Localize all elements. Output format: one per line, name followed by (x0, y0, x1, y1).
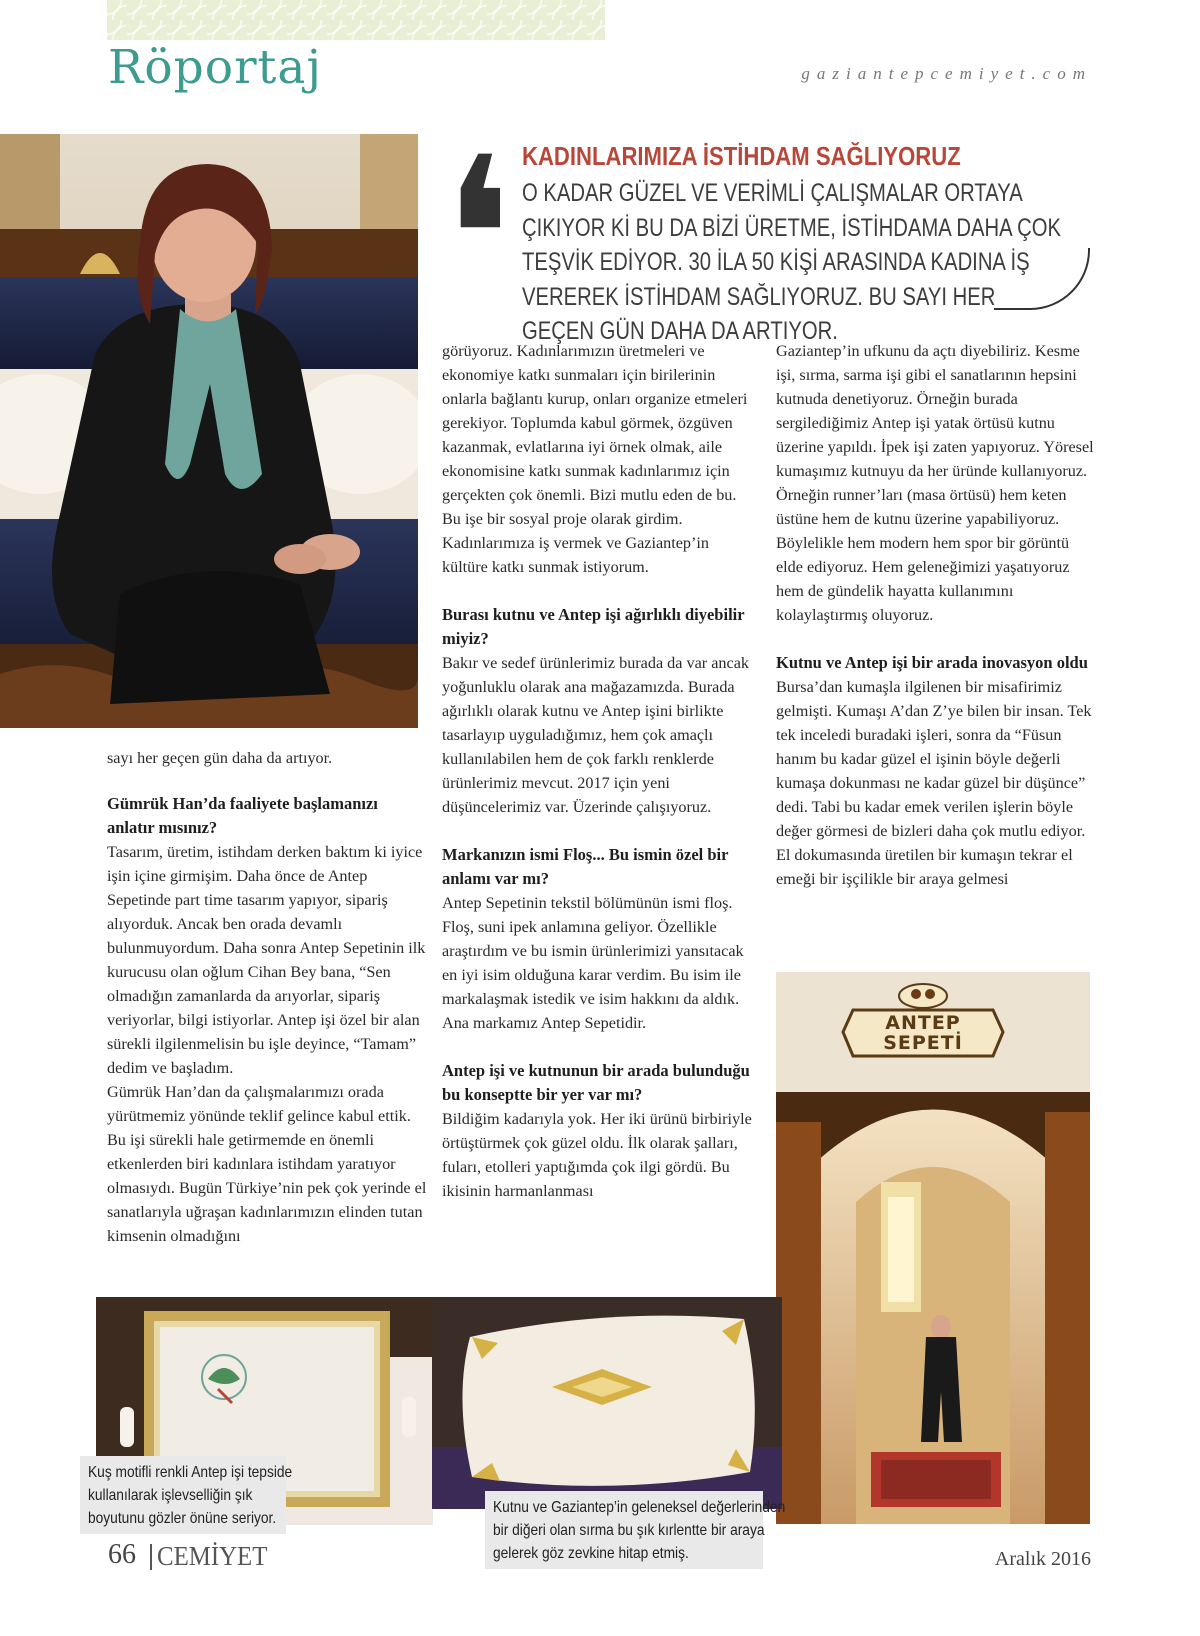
interview-question: Gümrük Han’da faaliyete başlamanızı anlatır mısınız? (107, 794, 378, 837)
paragraph: Tasarım, üretim, istihdam derken baktım ki iyice işin içine girmişim. Daha önce de Antep Sepetinde part time tasarım yapıyor, sipariş alıyorduk. Ancak ben orada devamlı bulunmuyordum. Daha sonra Antep Sepetinin ilk kurucusu olan oğlum Cihan Bey bana, “Sen olmadığın zamanlarda da arıyorlar, sipariş veriyorlar, bilgi istiyorlar. Antep işi özel bir alan sürekli ilgilenmelisin bu işle deyince, “Tamam” dedim ve başladım. (107, 843, 426, 1077)
caption-line: bir diğeri olan sırma bu şık kırlentte bir araya (493, 1522, 765, 1539)
footer-divider (150, 1544, 152, 1570)
store-sign (838, 976, 1008, 1078)
paragraph: sayı her geçen gün daha da artıyor. (107, 749, 333, 767)
pull-quote-headline: KADINLARIMIZA İSTİHDAM SAĞLIYORUZ (522, 141, 961, 171)
paragraph: görüyoruz. Kadınlarımızın üretmeleri ve ekonomiye katkı sunmaları için birilerinin onlarla bağlantı kurup, onları organize etmeleri gerekiyor. Toplumda kabul görmek, özgüven kazanmak, evlatlarına iyi örnek olmak, aile ekonomisine katkı sunmak kadınlarımız için gerçekten çok önemli. Bizi mutlu eden de bu. Bu işe bir sosyal proje olarak girdim. Kadınlarımıza iş vermek ve Gaziantep’in kültüre katkı sunmak istiyorum. (442, 342, 748, 576)
paragraph: El dokumasında üretilen bir kumaşın tekrar el emeği bir işçilikle bir araya gelmesi (776, 846, 1073, 888)
page-number: 66 (108, 1539, 136, 1570)
issue-date: Aralık 2016 (994, 1548, 1091, 1570)
caption-line: kullanılarak işlevselliğin şık (88, 1487, 253, 1504)
tray-caption (80, 1456, 293, 1534)
caption-line: Kutnu ve Gaziantep’in geleneksel değerlerinden (493, 1499, 786, 1516)
caption-line: gelerek göz zevkine hitap etmiş. (493, 1545, 689, 1562)
article-column-1 (107, 746, 427, 1248)
portrait-photo (0, 134, 418, 728)
caption-line: boyutunu gözler önüne seriyor. (88, 1510, 277, 1527)
interview-question: Antep işi ve kutnunun bir arada bulunduğu bu konseptte bir yer var mı? (442, 1061, 750, 1104)
caption-line: Kuş motifli renkli Antep işi tepside (88, 1464, 293, 1481)
paragraph: Antep Sepetinin tekstil bölümünün ismi floş. Floş, suni ipek anlamına geliyor. Özellikle araştırdım ve bu ismin ürünlerimizi yansıtacak en iyi isim olduğuna karar verdim. Bu isim ile markalaşmak istedik ve isim hakkını da aldık. Ana markamız Antep Sepetidir. (442, 894, 744, 1032)
paragraph: Bakır ve sedef ürünlerimiz burada da var ancak yoğunluklu olarak ana mağazamızda. Burada ağırlıklı olarak kutnu ve Antep işini birlikte tasarlayıp uyguladığımız, hem çok amaçlı kullanılabilen hem de çok farklı renklerde ürünlerimiz mevcut. 2017 için yeni düşüncelerimiz var. Üzerinde çalışıyoruz. (442, 654, 749, 816)
paragraph: Gümrük Han’dan da çalışmalarımızı orada yürütmemiz yönünde teklif gelince kabul ettik. Bu işi sürekli hale getirmemde en önemli etkenlerden biri kadınlara istihdam yaratıyor olmasıydı. Bugün Türkiye’nin pek çok yerinde el sanatlarıyla uğraşan kadınlarımızın elinden tutan kimsenin olmadığını (107, 1083, 427, 1245)
article-column-2 (442, 339, 752, 1203)
interview-question: Burası kutnu ve Antep işi ağırlıklı diyebilir miyiz? (442, 605, 745, 648)
paragraph: Bursa’dan kumaşla ilgilenen bir misafirimiz gelmişti. Kumaşı A’dan Z’ye bilen bir insan. Tek tek inceledi buradaki işleri, sonra da “Füsun hanım bu kadar güzel el işinin böyle değerli kumaşa dokunması ne kadar güzel bir düşünce” dedi. Tabi bu kadar emek verilen işlerin böyle değer görmesi de bizleri daha çok mutlu ediyor. (776, 678, 1092, 840)
interview-question: Markanızın ismi Floş... Bu ismin özel bir anlamı var mı? (442, 845, 729, 888)
paragraph: Bildiğim kadarıyla yok. Her iki ürünü birbiriyle örtüştürmek çok güzel oldu. İlk olarak şalları, fuları, etolleri yaptığımda çok ilgi gördü. Bu ikisinin harmanlanması (442, 1110, 752, 1200)
store-sign-text-bottom: SEPETİ (883, 1032, 963, 1054)
article-column-3 (776, 339, 1094, 891)
paragraph: Gaziantep’in ufkunu da açtı diyebiliriz. Kesme işi, sırma, sarma işi gibi el sanatlarının hepsini kutnuda denetiyoruz. Örneğin burada sergilediğimiz Antep işi yatak örtüsü kutnu üzerine yapıldı. İpek işi zaten yapıyoruz. Yöresel kumaşımız kutnuyu da her üründe kullanıyoruz. Örneğin runner’ları (masa örtüsü) hem keten üstüne hem de kutnu üzerine yapabiliyoruz. Böylelikle hem modern hem spor bir görüntü elde ediyoruz. Hem geleneğimizi yaşatıyoruz hem de gündelik hayatta kullanımını kolaylaştırmış oluyoruz. (776, 342, 1094, 624)
section-title: Röportaj (108, 40, 323, 95)
pillow-caption (485, 1491, 786, 1569)
pillow-photo (432, 1297, 782, 1509)
magazine-name: CEMİYET (157, 1541, 268, 1571)
header-pattern-band (107, 0, 605, 40)
interview-question: Kutnu ve Antep işi bir arada inovasyon oldu (776, 653, 1088, 672)
pull-quote-text: O KADAR GÜZEL VE VERİMLİ ÇALIŞMALAR ORTAYA ÇIKIYOR Kİ BU DA BİZİ ÜRETME, İSTİHDAMA DAHA ÇOK TEŞVİK EDİYOR. 30 İLA 50 KİŞİ ARASINDA KADINA İŞ VEREREK İSTİHDAM SAĞLIYORUZ. BU SAYI HER GEÇEN GÜN DAHA DA ARTIYOR. (522, 179, 1061, 345)
store-sign-text-top: ANTEP (885, 1012, 961, 1034)
quote-mark-icon: ❛ (442, 110, 513, 366)
website-url: gaziantepcemiyet.com (801, 64, 1092, 83)
quote-end-decoration (994, 248, 1090, 310)
